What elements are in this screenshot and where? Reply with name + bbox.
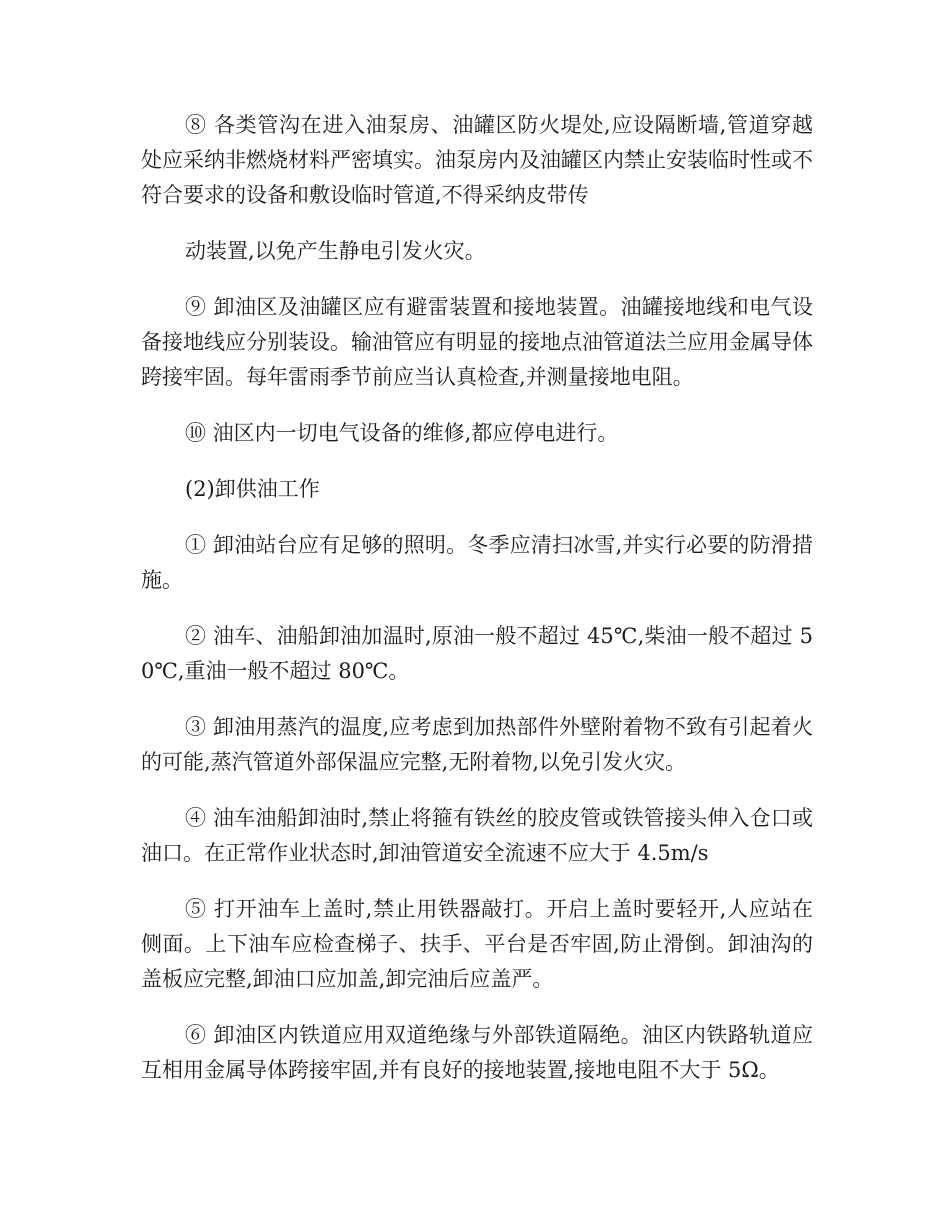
paragraph-sub-4: ④ 油车油船卸油时,禁止将箍有铁丝的胶皮管或铁管接头伸入仓口或油口。在正常作业状态时,卸油管道安全流速不应大于 4.5m/s: [141, 806, 813, 865]
section-heading: (2)卸供油工作: [185, 477, 320, 501]
paragraph-sub-5: ⑤ 打开油车上盖时,禁止用铁器敲打。开启上盖时要轻开,人应站在侧面。上下油车应检查梯子、扶手、平台是否牢固,防止滑倒。卸油沟的盖板应完整,卸油口应加盖,卸完油后应盖严。: [141, 897, 813, 991]
paragraph-item-8-continuation: 动装置,以免产生静电引发火灾。: [185, 239, 486, 263]
paragraph-item-10: ⑩ 油区内一切电气设备的维修,都应停电进行。: [185, 421, 619, 445]
paragraph-sub-2: ② 油车、油船卸油加温时,原油一般不超过 45℃,柴油一般不超过 50℃,重油一般不超过 80℃。: [141, 624, 813, 683]
paragraph-sub-3: ③ 卸油用蒸汽的温度,应考虑到加热部件外壁附着物不致有引起着火的可能,蒸汽管道外部保温应完整,无附着物,以免引发火灾。: [141, 715, 813, 774]
paragraph-item-9: ⑨ 卸油区及油罐区应有避雷装置和接地装置。油罐接地线和电气设备接地线应分别装设。输油管应有明显的接地点油管道法兰应用金属导体跨接牢固。每年雷雨季节前应当认真检查,并测量接地电阻。: [141, 295, 813, 389]
paragraph-sub-1: ① 卸油站台应有足够的照明。冬季应清扫冰雪,并实行必要的防滑措施。: [141, 533, 813, 592]
document-body: [141, 108, 813, 1109]
paragraph-item-8: ⑧ 各类管沟在进入油泵房、油罐区防火堤处,应设隔断墙,管道穿越处应采纳非燃烧材料严密填实。油泵房内及油罐区内禁止安装临时性或不符合要求的设备和敷设临时管道,不得采纳皮带传: [141, 113, 813, 207]
paragraph-sub-6: ⑥ 卸油区内铁道应用双道绝缘与外部铁道隔绝。油区内铁路轨道应互相用金属导体跨接牢固,并有良好的接地装置,接地电阻不大于 5Ω。: [141, 1023, 813, 1082]
